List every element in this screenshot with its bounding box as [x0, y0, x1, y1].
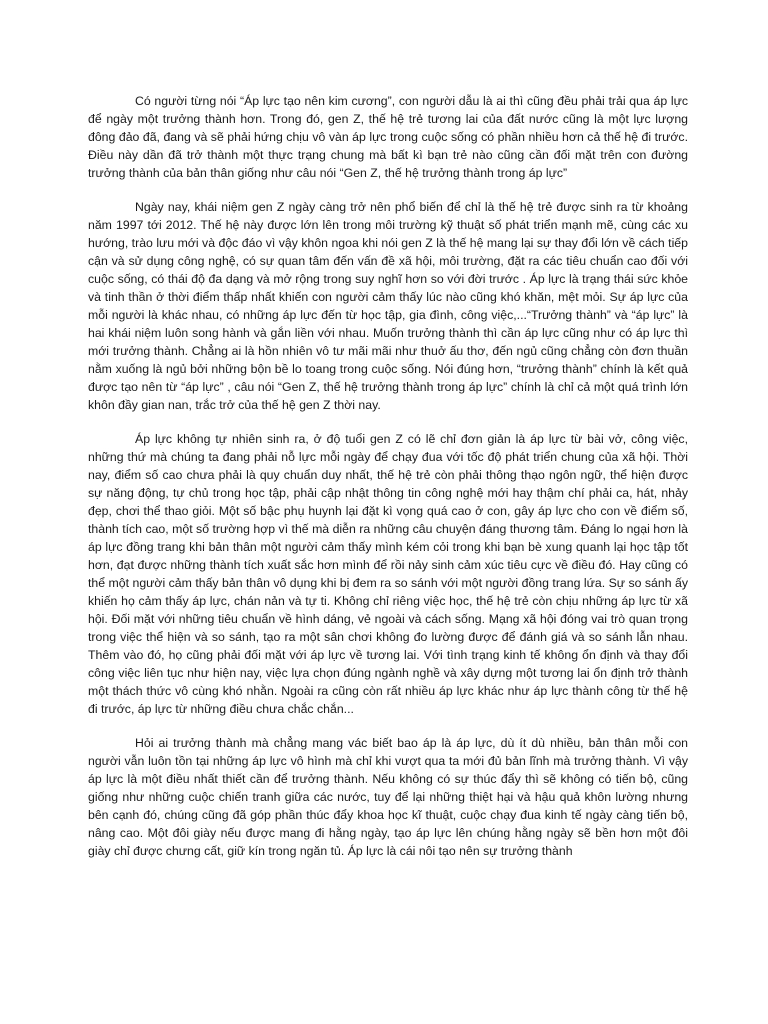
document-body	[88, 92, 688, 876]
paragraph-intro: Có người từng nói “Áp lực tạo nên kim cương”, con người dẫu là ai thì cũng đều phải trải qua áp lực để ngày một trưởng thành hơn. Trong đó, gen Z, thế hệ trẻ tương lai của đất nước cũng là một lực lượng đông đảo đã, đang và sẽ phải hứng chịu vô vàn áp lực trong cuộc sống có phần nhiều hơn cả thế hệ đi trước. Điều này dần đã trở thành một thực trạng chung mà bất kì bạn trẻ nào cũng cần đối mặt trên con đường trưởng thành của bản thân giống như câu nói “Gen Z, thế hệ trưởng thành trong áp lực”	[88, 94, 688, 180]
paragraph-gen-z-definition: Ngày nay, khái niệm gen Z ngày càng trở nên phổ biến để chỉ là thế hệ trẻ được sinh ra từ khoảng năm 1997 tới 2012. Thế hệ này được lớn lên trong môi trường kỹ thuật số phát triển mạnh mẽ, cùng các xu hướng, trào lưu mới và độc đáo vì vậy khôn ngoa khi nói gen Z là thế hệ mang lại sự thay đổi lớn về cách tiếp cận và sử dụng công nghệ, có sự quan tâm đến vấn đề xã hội, môi trường, đặt ra các tiêu chuẩn cao đối với cuộc sống, có thái độ đa dạng và mở rộng trong suy nghĩ hơn so với đời trước . Áp lực là trạng thái sức khỏe và tinh thần ở thời điểm thấp nhất khiến con người cảm thấy lúc nào cũng khó khăn, mệt mỏi. Sự áp lực của mỗi người là khác nhau, có những áp lực đến từ học tập, gia đình, công việc,...“Trưởng thành” và “áp lực” là hai khái niệm luôn song hành và gắn liền với nhau. Muốn trưởng thành thì cần áp lực cũng như có áp lực thì mới trưởng thành. Chẳng ai là hồn nhiên vô tư mãi mãi như thuở ấu thơ, đến ngủ cũng chẳng còn đơn thuần nằm xuống là ngủ bởi những bộn bề lo toang trong cuộc sống. Nói đúng hơn, “trưởng thành” chính là kết quả được tạo nên từ “áp lực” , câu nói “Gen Z, thế hệ trưởng thành trong áp lực” chính là chỉ cả một quá trình lớn khôn đầy gian nan, trắc trở của thế hệ gen Z thời nay.	[88, 200, 688, 412]
paragraph-pressure-sources: Áp lực không tự nhiên sinh ra, ở độ tuổi gen Z có lẽ chỉ đơn giản là áp lực từ bài vở, công việc, những thứ mà chúng ta đang phải nỗ lực mỗi ngày để chạy đua với tốc độ phát triển chung của xã hội. Thời nay, điểm số cao chưa phải là quy chuẩn duy nhất, thế hệ trẻ còn phải thông thạo ngôn ngữ, thể hiện được sự năng động, tự chủ trong học tập, phải cập nhật thông tin công nghệ mới hay thậm chí phải ca, hát, nhảy đẹp, chơi thể thao giỏi. Một số bậc phụ huynh lại đặt kì vọng quá cao ở con, gây áp lực cho con về điểm số, thành tích cao, một số trường hợp vì thế mà diễn ra những câu chuyện đáng thương tâm. Đáng lo ngại hơn là áp lực đồng trang khi bản thân một người cảm thấy mình kém cỏi trong khi bạn bè xung quanh lại học tập tốt hơn, đạt được những thành tích xuất sắc hơn mình để rồi nảy sinh cảm xúc tiêu cực về điều đó. Hay cũng có thể một người cảm thấy bản thân vô dụng khi bị đem ra so sánh với một người đồng trang lứa. Sự so sánh ấy khiến họ cảm thấy áp lực, chán nản và tự ti. Không chỉ riêng việc học, thế hệ trẻ còn chịu những áp lực từ xã hội. Đối mặt với những tiêu chuẩn về hình dáng, vẻ ngoài và cách sống. Mạng xã hội đóng vai trò quan trọng trong việc thể hiện và so sánh, tạo ra một sân chơi không đo lường được để đánh giá và so sánh lẫn nhau. Thêm vào đó, họ cũng phải đối mặt với áp lực về tương lai. Với tình trạng kinh tế không ổn định và thay đổi công việc liên tục như hiện nay, việc lựa chọn đúng ngành nghề và xây dựng một tương lai ổn định trở thành một thách thức vô cùng khó nhằn. Ngoài ra cũng còn rất nhiều áp lực khác như áp lực thành công từ thế hệ đi trước, áp lực từ những điều chưa chắc chắn...	[88, 432, 688, 716]
paragraph-pressure-value: Hỏi ai trưởng thành mà chẳng mang vác biết bao áp là áp lực, dù ít dù nhiều, bản thân mỗi con người vẫn luôn tồn tại những áp lực vô hình mà chỉ khi vượt qua ta mới đủ bản lĩnh mà trưởng thành. Vì vậy áp lực là một điều nhất thiết cần để trưởng thành. Nếu không có sự thúc đẩy thì sẽ không có tiến bộ, cũng giống như những cuộc chiến tranh giữa các nước, tuy để lại những thiệt hại và hậu quả khôn lường nhưng bên cạnh đó, chúng cũng đã góp phần thúc đẩy khoa học kĩ thuật, cuộc chạy đua kinh tế ngày càng tiến bộ, nâng cao. Một đôi giày nếu được mang đi hằng ngày, tạo áp lực lên chúng hằng ngày sẽ bền hơn một đôi giày chỉ được chưng cất, giữ kín trong ngăn tủ. Áp lực là cái nôi tạo nên sự trưởng thành	[88, 736, 688, 858]
